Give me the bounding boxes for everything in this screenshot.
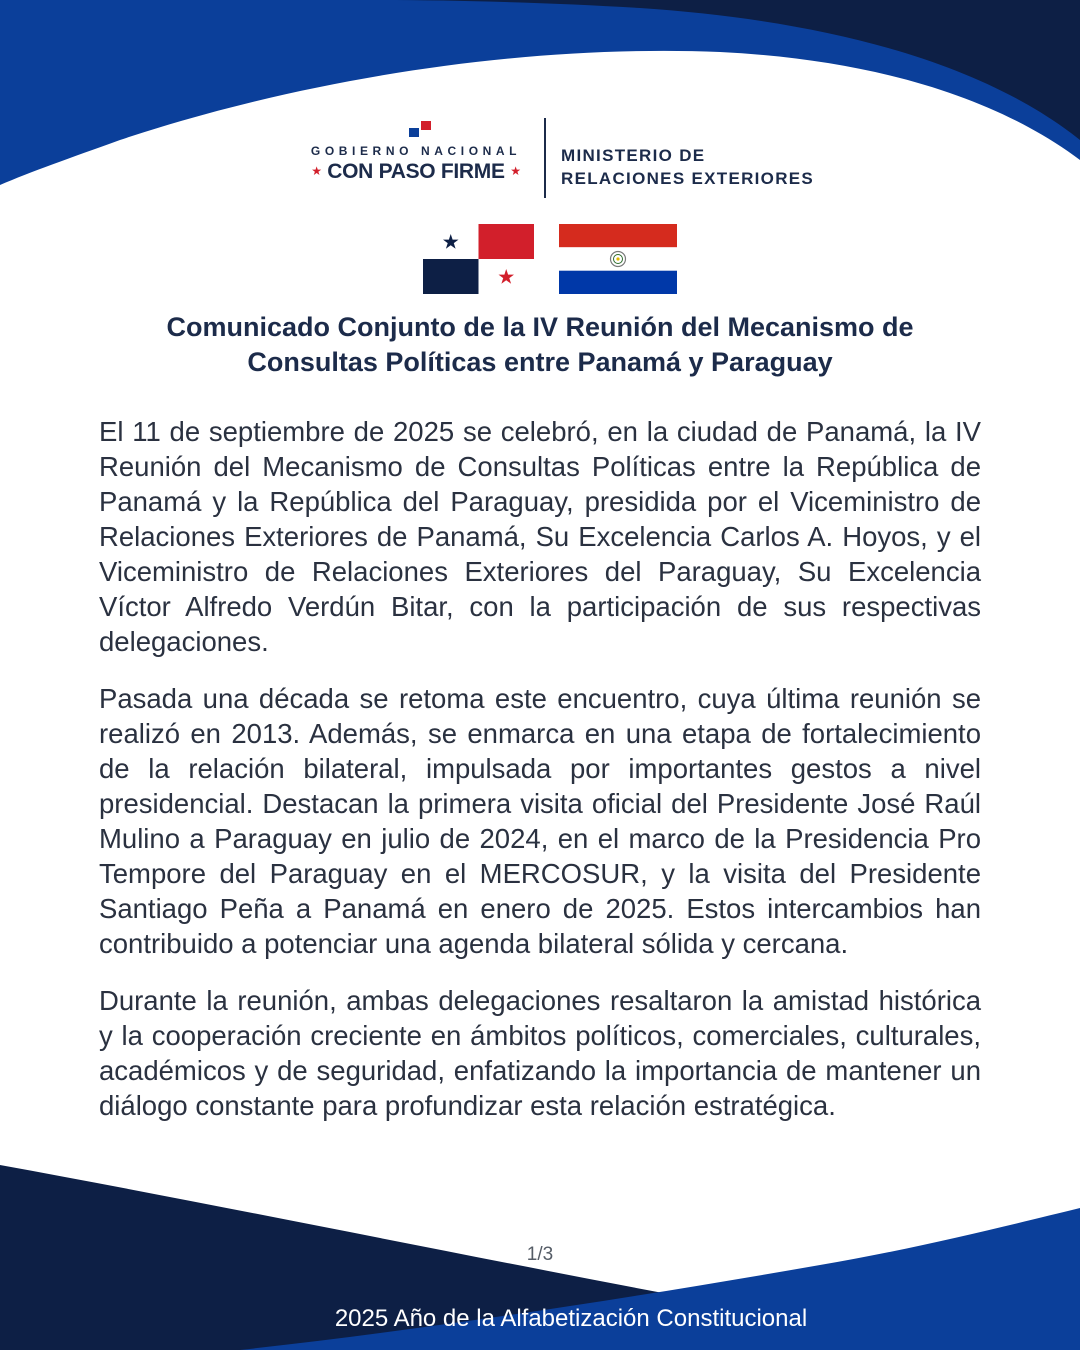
mini-panama-flag-icon: [408, 120, 432, 138]
page-title: [100, 310, 980, 380]
ministry-name: [561, 144, 814, 190]
communique-body: [99, 414, 981, 1145]
title-line2: Consultas Políticas entre Panamá y Paraguay: [247, 347, 833, 377]
paraguay-flag: [559, 224, 677, 294]
logo-divider: [544, 118, 546, 198]
paragraph: El 11 de septiembre de 2025 se celebró, en la ciudad de Panamá, la IV Reunión del Mecanismo de Consultas Políticas entre la República de Panamá y la República del Paraguay, presidida por el Viceministro de Relaciones Exteriores de Panamá, Su Excelencia Carlos A. Hoyos, y el Viceministro de Relaciones Exteriores del Paraguay, Su Excelencia Víctor Alfredo Verdún Bitar, con la participación de sus respectivas delegaciones.: [99, 416, 981, 657]
government-logo: [300, 112, 830, 204]
star-icon: ★: [311, 164, 322, 178]
gov-slogan: CON PASO FIRME: [327, 160, 505, 183]
star-icon: ★: [510, 164, 521, 178]
panama-flag: [423, 224, 534, 294]
footer-slogan: 2025 Año de la Alfabetización Constitucional: [334, 1305, 808, 1332]
gov-slogan-line: [300, 160, 532, 184]
paragraph: Pasada una década se retoma este encuentro, cuya última reunión se realizó en 2013. Además, se enmarca en una etapa de fortalecimiento de la relación bilateral, impulsada por importantes gestos a nivel presidencial. Destacan la primera visita oficial del Presidente José Raúl Mulino a Paraguay en julio de 2024, en el marco de la Presidencia Pro Tempore del Paraguay en el MERCOSUR, y la visita del Presidente Santiago Peña a Panamá en enero de 2025. Estos intercambios han contribuido a potenciar una agenda bilateral sólida y cercana.: [99, 683, 981, 959]
title-line1: Comunicado Conjunto de la IV Reunión del Mecanismo de: [166, 312, 914, 342]
gov-brand: [300, 112, 532, 204]
ministry-line2: RELACIONES EXTERIORES: [561, 169, 815, 188]
paragraph: Durante la reunión, ambas delegaciones resaltaron la amistad histórica y la cooperación creciente en ámbitos políticos, comerciales, culturales, académicos y de seguridad, enfatizando la importancia de mantener un diálogo constante para profundizar esta relación estratégica.: [99, 985, 981, 1121]
page-indicator: 1/3: [526, 1244, 554, 1265]
ministry-line1: MINISTERIO DE: [561, 146, 706, 165]
gov-label: GOBIERNO NACIONAL: [310, 144, 522, 158]
